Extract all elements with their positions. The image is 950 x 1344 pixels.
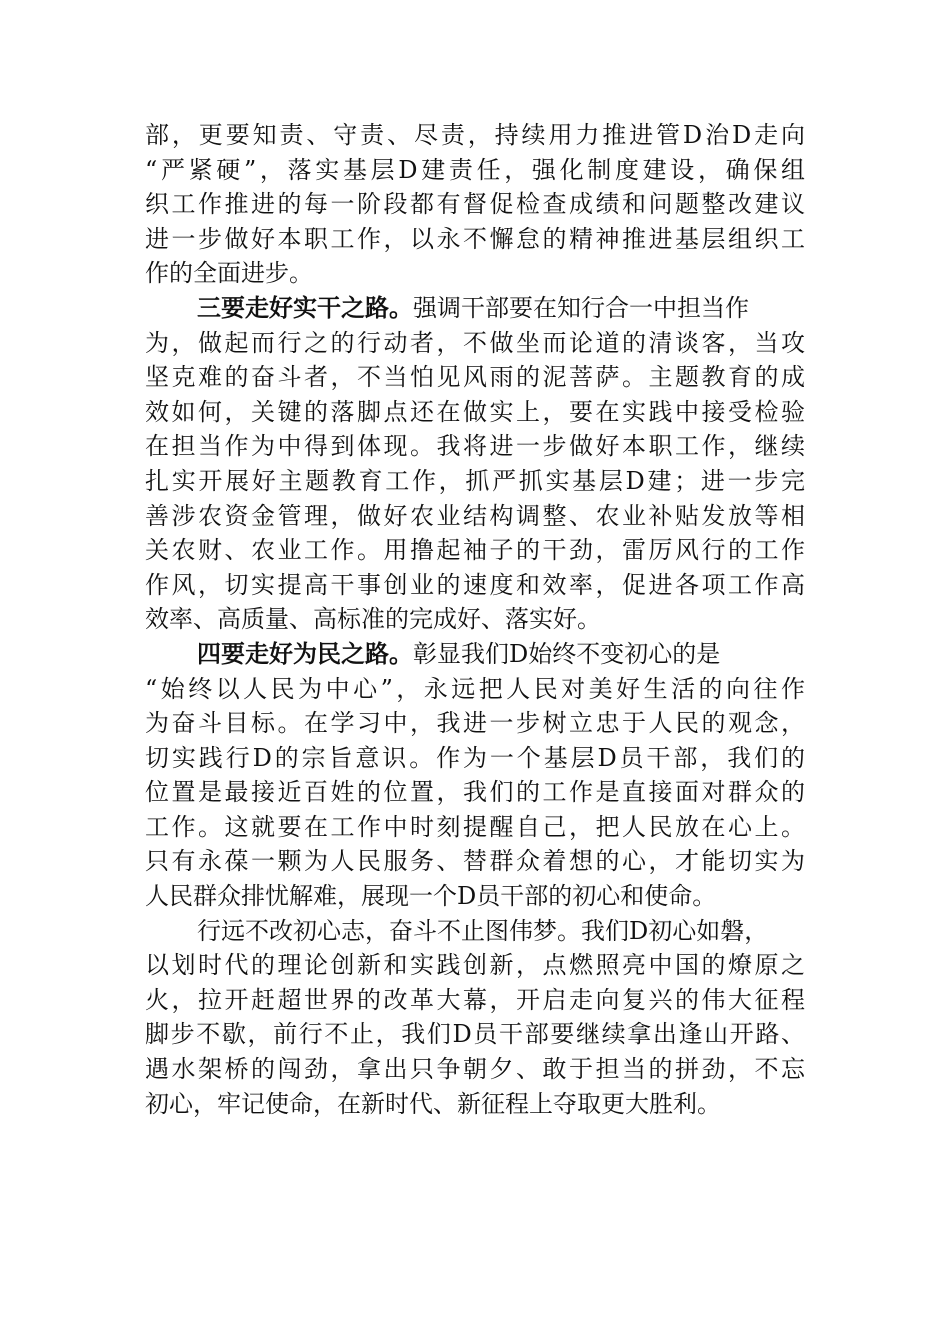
text-line: 人民群众排忧解难，展现一个D员干部的初心和使命。 xyxy=(145,882,717,911)
text-line: 部，更要知责、守责、尽责，持续用力推进管D治D走向 xyxy=(145,121,805,149)
section-heading: 三要走好实干之路。 xyxy=(197,293,413,322)
text-line: “严紧硬”，落实基层D建责任，强化制度建设，确保组 xyxy=(145,155,805,184)
text-line: 初心，牢记使命，在新时代、新征程上夺取更大胜利。 xyxy=(145,1089,721,1118)
text-line: 为奋斗目标。在学习中，我进一步树立忠于人民的观念， xyxy=(145,709,805,738)
text-line: 效率、高质量、高标准的完成好、落实好。 xyxy=(145,605,601,634)
text-line: 火，拉开赶超世界的改革大幕，开启走向复兴的伟大征程 xyxy=(145,985,805,1014)
paragraph-first-line xyxy=(145,637,805,672)
text-line: 以划时代的理论创新和实践创新，点燃照亮中国的燎原之 xyxy=(145,951,805,980)
text-line: 为，做起而行之的行动者，不做坐而论道的清谈客，当攻 xyxy=(145,328,805,357)
text-line: 位置是最接近百姓的位置，我们的工作是直接面对群众的 xyxy=(145,778,805,807)
text-line: 工作。这就要在工作中时刻提醒自己，把人民放在心上。 xyxy=(145,812,805,841)
text-line: 只有永葆一颗为人民服务、替群众着想的心，才能切实为 xyxy=(145,847,805,876)
section-heading: 四要走好为民之路。 xyxy=(197,639,413,668)
text-line: 坚克难的奋斗者，不当怕见风雨的泥菩萨。主题教育的成 xyxy=(145,363,805,392)
document-page xyxy=(145,118,805,1121)
paragraph-3 xyxy=(145,637,805,914)
text-line: 切实践行D的宗旨意识。作为一个基层D员干部，我们的 xyxy=(145,743,805,772)
text-line: “始终以人民为中心”，永远把人民对美好生活的向往作 xyxy=(145,674,805,703)
text-line: 织工作推进的每一阶段都有督促检查成绩和问题整改建议 xyxy=(145,190,805,219)
paragraph-1 xyxy=(145,118,805,291)
text-line: 关农财、农业工作。用撸起袖子的干劲，雷厉风行的工作 xyxy=(145,536,805,565)
text-line: 遇水架桥的闯劲，拿出只争朝夕、敢于担当的拼劲，不忘 xyxy=(145,1055,805,1084)
text-line: 在担当作为中得到体现。我将进一步做好本职工作，继续 xyxy=(145,432,805,461)
text-run: 强调干部要在知行合一中担当作 xyxy=(413,293,749,322)
text-line: 善涉农资金管理，做好农业结构调整、农业补贴发放等相 xyxy=(145,501,805,530)
text-line: 进一步做好本职工作，以永不懈怠的精神推进基层组织工 xyxy=(145,224,805,253)
text-line: 作风，切实提高干事创业的速度和效率，促进各项工作高 xyxy=(145,570,805,599)
paragraph-first-line: 行远不改初心志，奋斗不止图伟梦。我们D初心如磐， xyxy=(197,916,769,945)
text-run: 彰显我们D始终不变初心的是 xyxy=(413,639,721,668)
text-line: 扎实开展好主题教育工作，抓严抓实基层D建；进一步完 xyxy=(145,466,805,495)
text-line: 脚步不歇，前行不止，我们D员干部要继续拿出逢山开路、 xyxy=(145,1020,805,1049)
paragraph-2 xyxy=(145,291,805,637)
paragraph-4 xyxy=(145,914,805,1122)
text-line: 效如何，关键的落脚点还在做实上，要在实践中接受检验 xyxy=(145,397,805,426)
text-line: 作的全面进步。 xyxy=(145,259,313,288)
paragraph-first-line xyxy=(145,291,805,326)
